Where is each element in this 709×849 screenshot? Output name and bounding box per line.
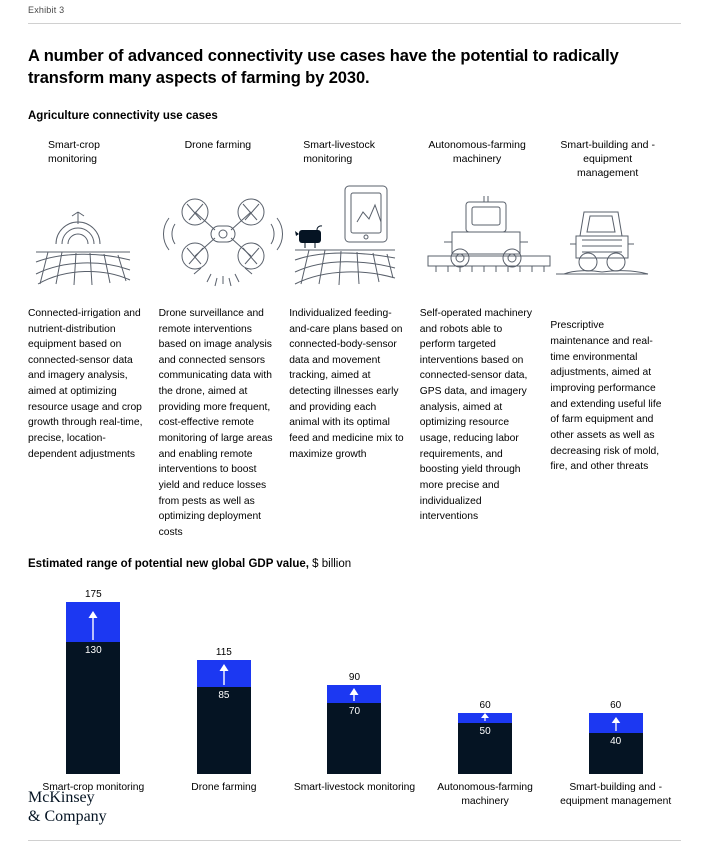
combine-harvester-icon (420, 176, 535, 294)
bar-high-label: 115 (215, 647, 232, 659)
usecase-body: Self-operated machinery and robots able to perform targeted interventions based on connected-sensor data, GPS data, and imagery analysis, aimed at optimizing resource usage, reducing labor requirements, and boosting yield through more precise and individualized interventions (419, 307, 532, 523)
usecase-title: Drone farming (184, 138, 252, 151)
usecase-title: Autonomous-farming machinery (428, 138, 526, 166)
usecase-column (28, 138, 159, 541)
usecase-column (420, 138, 551, 541)
bar-high-segment (197, 660, 251, 687)
usecases-columns (28, 138, 681, 541)
up-arrow-icon (610, 716, 621, 731)
up-arrow-icon (88, 610, 99, 640)
bar-low-label: 70 (348, 706, 361, 718)
chart-title-unit: $ billion (308, 558, 352, 571)
bar-stack (197, 660, 251, 774)
bar-high-label: 60 (610, 700, 622, 712)
usecase-column (289, 138, 420, 541)
bar-high-label: 175 (84, 589, 102, 601)
up-arrow-icon (349, 687, 360, 701)
drone-icon (159, 176, 274, 294)
bar-low-segment (458, 723, 512, 774)
usecase-title: Smart-crop monitoring (48, 138, 100, 166)
usecases-section-title: Agriculture connectivity use cases (28, 109, 218, 122)
mckinsey-logo-line2: & Company (28, 808, 107, 826)
bar-group (28, 584, 159, 774)
tractor-icon (550, 188, 665, 306)
usecase-body: Individualized feeding-and-care plans based on connected-body-sensor data and movement tracking, aimed at detecting illnesses early and providing each animal with its optimal feed and medicine mix to maximize growth (289, 307, 404, 460)
bar-low-label: 50 (479, 726, 491, 738)
footer (28, 789, 107, 827)
bar-group (420, 584, 551, 774)
x-axis-label: Smart-crop monitoring (42, 782, 145, 794)
x-axis-labels (28, 781, 681, 809)
exhibit-label: Exhibit 3 (28, 5, 65, 15)
x-axis-label: Autonomous-farming machinery (437, 782, 533, 808)
crop-field-sensor-icon (28, 176, 143, 294)
usecase-column (550, 138, 681, 541)
bars-container (28, 584, 681, 774)
bar-group (550, 584, 681, 774)
gdp-range-bar-chart (28, 584, 681, 814)
up-arrow-icon (218, 663, 229, 685)
bar-low-segment (197, 687, 251, 774)
bar-low-segment (66, 642, 120, 774)
x-axis-label: Smart-building and -equipment management (560, 782, 672, 808)
bar-high-segment (589, 713, 643, 733)
bar-high-label: 90 (348, 672, 361, 684)
bar-high-label: 60 (479, 700, 491, 712)
usecase-body: Prescriptive maintenance and real-time environmental adjustments, aimed at improving performance and extending useful life of farm equipment and other assets as well as decreasing risk of mold, fire, and other threats (550, 320, 662, 473)
usecase-body: Drone surveillance and remote interventions based on image analysis and connected sensors communicating data with the drone, aimed at providing more frequent, cost-effective remote monitoring of large areas and enabling remote interventions to boost yield and reduce losses from pests as well as optimizing deployment costs (158, 307, 273, 538)
bar-stack (66, 602, 120, 774)
bar-stack (327, 685, 381, 774)
chart-title-bold: Estimated range of potential new global GDP value, (28, 558, 309, 571)
bar-low-segment (327, 703, 381, 774)
bar-high-segment (458, 713, 512, 723)
bar-high-segment (66, 602, 120, 642)
header-divider (28, 23, 681, 24)
usecase-title: Smart-building and -equipment management (560, 138, 655, 180)
bar-high-segment (327, 685, 381, 703)
up-arrow-icon (480, 712, 491, 721)
mckinsey-logo-line1: McKinsey (28, 789, 95, 807)
usecase-column (159, 138, 290, 541)
usecase-title: Smart-livestock monitoring (303, 138, 375, 166)
x-axis-label: Drone farming (191, 782, 257, 794)
x-axis-label: Smart-livestock monitoring (293, 782, 416, 794)
bar-stack (458, 713, 512, 774)
page-title: A number of advanced connectivity use cases have the potential to radically transform many aspects of farming by 2030. (28, 47, 619, 87)
bar-stack (589, 713, 643, 774)
livestock-tablet-icon (289, 176, 404, 294)
bar-group (159, 584, 290, 774)
bar-low-label: 85 (218, 690, 230, 702)
usecase-body: Connected-irrigation and nutrient-distribution equipment based on connected-sensor data and imagery analysis, aimed at optimizing resource usage and crop growth through real-time, precise, location-dependent adjustments (28, 307, 143, 460)
bar-low-label: 130 (84, 645, 102, 657)
footer-divider (28, 840, 681, 841)
bar-group (289, 584, 420, 774)
chart-title (28, 558, 681, 570)
bar-low-segment (589, 733, 643, 774)
bar-low-label: 40 (610, 736, 622, 748)
